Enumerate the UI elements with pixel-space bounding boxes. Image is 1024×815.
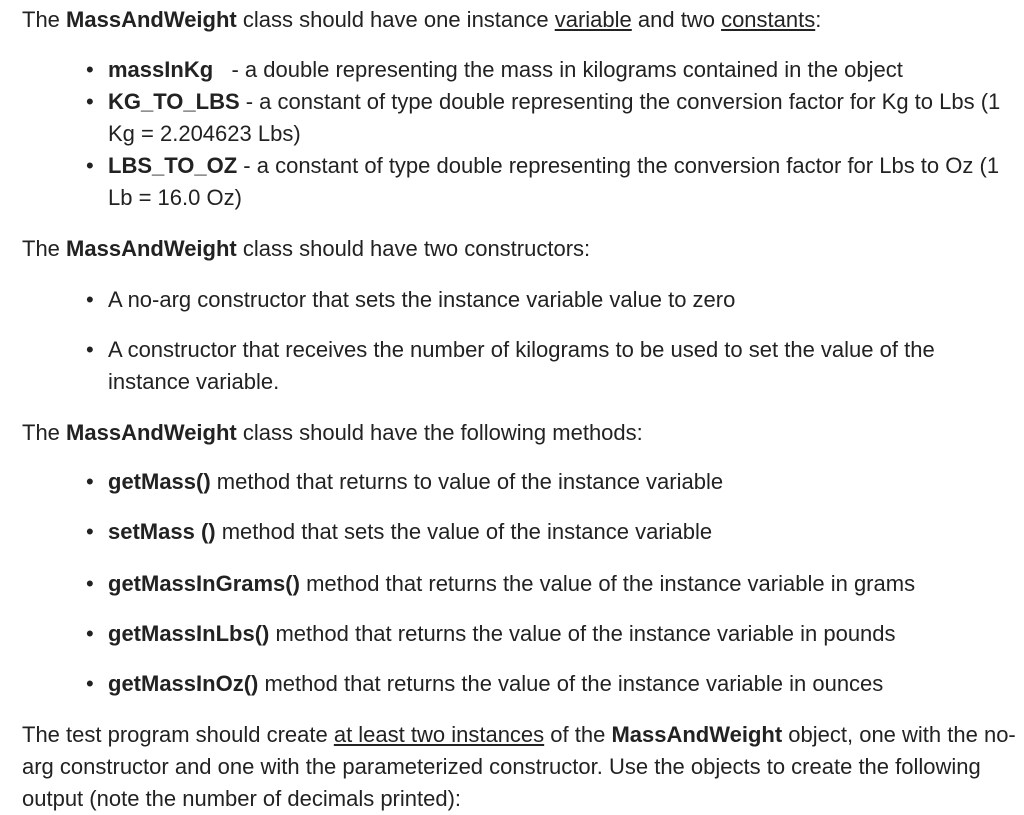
bullet-icon: • [86,57,94,82]
constants-link[interactable]: constants [721,7,816,32]
method-name: getMassInOz() [108,671,259,696]
method-desc: method that sets the value of the instance variable [215,519,713,544]
bullet-icon: • [86,519,94,544]
class-name: MassAndWeight [66,420,237,445]
var-desc: - a constant of type double representing the conversion factor for Kg to Lbs (1 Kg = 2.204623 Lbs) [108,89,1001,146]
paragraph-test-program [22,719,1017,815]
list-item [86,86,1016,150]
list-item [86,618,1016,650]
method-desc: method that returns the value of the instance variable in ounces [258,671,884,696]
list-item [86,668,1016,700]
constructor-desc: A no-arg constructor that sets the instance variable value to zero [108,287,736,312]
text: The [22,420,67,445]
method-name: getMass() [108,469,211,494]
method-desc: method that returns the value of the instance variable in grams [299,571,916,596]
bullet-icon: • [86,671,94,696]
list-item [86,54,1016,86]
var-desc: - a constant of type double representing the conversion factor for Lbs to Oz (1 Lb = 16.0 Oz) [108,153,1000,210]
text: The [22,236,67,261]
list-item [86,334,1016,398]
text: The test program should create [22,722,334,747]
bullet-icon: • [86,621,94,646]
constructor-desc: A constructor that receives the number of kilograms to be used to set the value of the instance variable. [108,337,935,394]
bullet-icon: • [86,89,94,114]
method-name: setMass () [108,519,216,544]
method-desc: method that returns to value of the instance variable [210,469,724,494]
list-item [86,284,1016,316]
text: and two [631,7,722,32]
instances-link[interactable]: at least two instances [333,722,545,747]
var-name: KG_TO_LBS [108,89,240,114]
var-name: massInKg [108,57,214,82]
var-desc: - a double representing the mass in kilograms contained in the object [213,57,903,82]
paragraph-instance-vars [22,4,1017,36]
list-item [86,466,1016,498]
text: The [22,7,67,32]
variable-link[interactable]: variable [554,7,632,32]
bullet-icon: • [86,287,94,312]
class-name: MassAndWeight [66,236,237,261]
method-name: getMassInLbs() [108,621,270,646]
bullet-icon: • [86,469,94,494]
list-item [86,568,1016,600]
text: class should have one instance [236,7,555,32]
paragraph-constructors [22,233,1017,265]
bullet-icon: • [86,337,94,362]
text: of the [544,722,612,747]
text: : [815,7,822,32]
var-name: LBS_TO_OZ [108,153,238,178]
method-name: getMassInGrams() [108,571,300,596]
list-item [86,150,1016,214]
class-name: MassAndWeight [611,722,783,747]
method-desc: method that returns the value of the instance variable in pounds [269,621,896,646]
list-item [86,516,1016,548]
text: class should have two constructors: [236,236,591,261]
class-name: MassAndWeight [66,7,237,32]
text: object, one with the no-arg constructor and one with the parameterized constructor. Use the objects to create the following output (note the number of decimals printed): [22,722,1016,811]
text: class should have the following methods: [236,420,643,445]
bullet-icon: • [86,571,94,596]
paragraph-methods [22,417,1017,449]
bullet-icon: • [86,153,94,178]
